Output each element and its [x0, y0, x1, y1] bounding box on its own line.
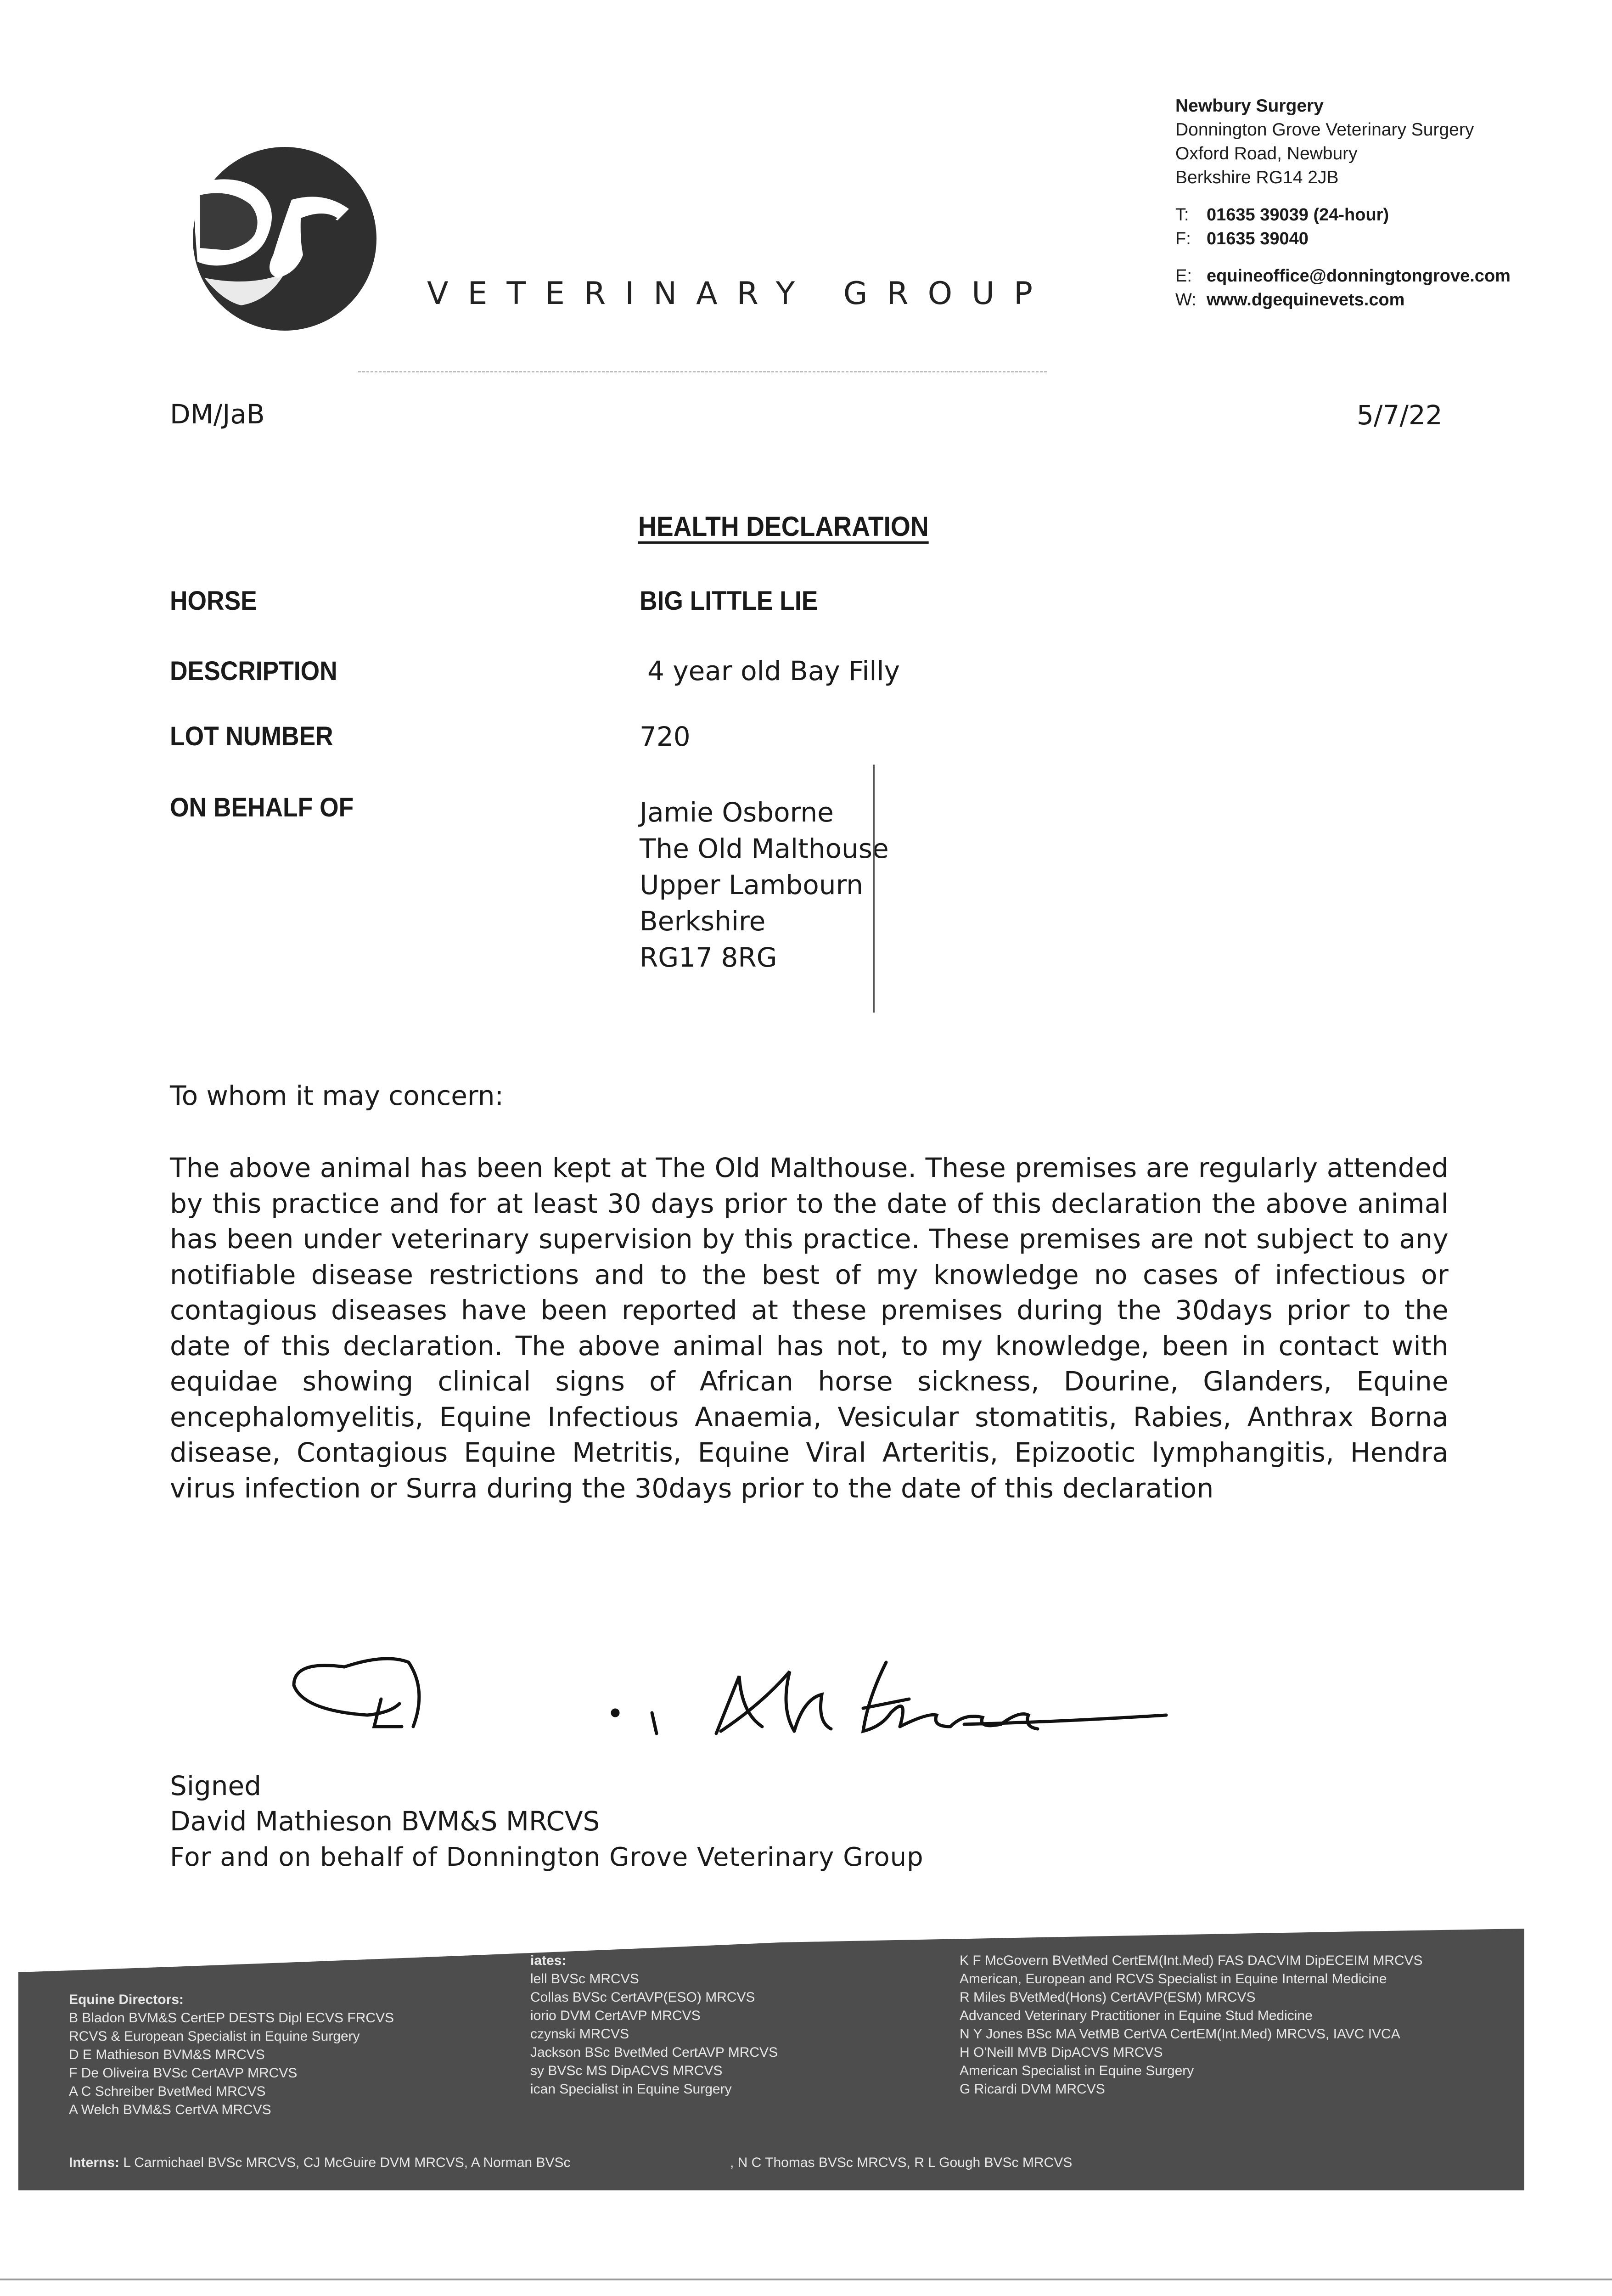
- associate-entry: lell BVSc MRCVS: [530, 1971, 639, 1986]
- address-line: Oxford Road, Newbury: [1175, 144, 1358, 163]
- director-entry: A C Schreiber BvetMed MRCVS: [69, 2084, 266, 2099]
- email-address: equineoffice@donningtongrove.com: [1207, 266, 1511, 286]
- email-web-block: [1175, 264, 1511, 312]
- associates-heading: iates:: [530, 1953, 567, 1968]
- director-entry: F De Oliveira BVSc CertAVP MRCVS: [69, 2065, 298, 2081]
- director-entry: D E Mathieson BVM&S MRCVS: [69, 2047, 265, 2062]
- lot-number-value: 720: [640, 721, 691, 752]
- fax-key: F:: [1175, 229, 1191, 248]
- address-line: Berkshire RG14 2JB: [1175, 168, 1339, 187]
- associate-entry: sy BVSc MS DipACVS MRCVS: [530, 2063, 723, 2078]
- phone-fax-block: [1175, 203, 1389, 251]
- associates-list: [530, 1952, 778, 2099]
- website: www.dgequinevets.com: [1207, 290, 1405, 310]
- signatory-name: David Mathieson BVM&S MRCVS: [170, 1806, 600, 1837]
- description-value: 4 year old Bay Filly: [647, 655, 900, 687]
- phone-row: [1175, 203, 1389, 227]
- interns-names-continued: , N C Thomas BVSc MRCVS, R L Gough BVSc MRCVS: [730, 2155, 1073, 2170]
- interns-names: L Carmichael BVSc MRCVS, CJ McGuire DVM MRCVS, A Norman BVSc: [123, 2155, 571, 2170]
- specialist-entry: K F McGovern BVetMed CertEM(Int.Med) FAS DACVIM DipECEIM MRCVS: [960, 1953, 1423, 1968]
- fax-row: [1175, 227, 1389, 251]
- directors-list: [69, 1991, 394, 2119]
- specialist-entry: H O'Neill MVB DipACVS MRCVS: [960, 2045, 1163, 2060]
- horse-label: HORSE: [170, 586, 257, 616]
- director-entry: RCVS & European Specialist in Equine Surgery: [69, 2029, 360, 2044]
- group-name: VETERINARY GROUP: [427, 276, 1052, 312]
- lot-number-label: LOT NUMBER: [170, 721, 333, 751]
- description-label: DESCRIPTION: [170, 656, 337, 686]
- signed-label: Signed: [170, 1770, 262, 1801]
- handwritten-signature: [275, 1635, 1171, 1759]
- web-key: W:: [1175, 290, 1196, 310]
- address-line: Donnington Grove Veterinary Surgery: [1175, 120, 1474, 140]
- associate-entry: iorio DVM CertAVP MRCVS: [530, 2008, 701, 2023]
- specialist-entry: R Miles BVetMed(Hons) CertAVP(ESM) MRCVS: [960, 1990, 1256, 2005]
- owner-postcode: RG17 8RG: [640, 942, 777, 973]
- owner-address-line: Upper Lambourn: [640, 869, 864, 900]
- letter-date: 5/7/22: [1357, 400, 1443, 431]
- phone-key: T:: [1175, 205, 1189, 225]
- interns-heading: Interns:: [69, 2155, 120, 2170]
- associate-entry: czynski MRCVS: [530, 2026, 629, 2042]
- owner-address-line: Berkshire: [640, 906, 766, 937]
- directors-heading: Equine Directors:: [69, 1992, 184, 2007]
- web-row: [1175, 288, 1511, 312]
- specialist-entry: G Ricardi DVM MRCVS: [960, 2082, 1105, 2097]
- header-divider: [358, 371, 1047, 372]
- specialist-entry: American, European and RCVS Specialist in Equine Internal Medicine: [960, 1971, 1387, 1986]
- fax-number: 01635 39040: [1207, 229, 1309, 248]
- address-line: Newbury Surgery: [1175, 96, 1324, 116]
- practice-address: [1175, 94, 1589, 190]
- phone-number: 01635 39039 (24-hour): [1207, 205, 1389, 225]
- declaration-body: The above animal has been kept at The Old Malthouse. These premises are regularly attended by this practice and for at least 30 days prior to the date of this declaration the above animal has been under veterinary supervision by this practice. These premises are not subject to any notifiable disease restrictions and to the best of my knowledge no cases of infectious or contagious diseases have been reported at these premises during the 30days prior to the date of this declaration. The above animal has not, to my knowledge, been in contact with equidae showing clinical signs of African horse sickness, Dourine, Glanders, Equine encephalomyelitis, Equine Infectious Anaemia, Vesicular stomatitis, Rabies, Anthrax Borna disease, Contagious Equine Metritis, Equine Viral Arteritis, Epizootic lymphangitis, Hendra virus infection or Surra during the 30days prior to the date of this declaration: [170, 1152, 1449, 1504]
- associate-entry: Jackson BSc BvetMed CertAVP MRCVS: [530, 2045, 778, 2060]
- specialist-entry: Advanced Veterinary Practitioner in Equine Stud Medicine: [960, 2008, 1313, 2023]
- page-bottom-rule: [0, 2279, 1612, 2280]
- on-behalf-label: ON BEHALF OF: [170, 793, 354, 822]
- owner-address: [640, 794, 889, 976]
- salutation: To whom it may concern:: [170, 1080, 504, 1111]
- horse-head-logo-icon: [186, 140, 379, 333]
- document-title: HEALTH DECLARATION: [638, 511, 929, 542]
- specialist-entry: N Y Jones BSc MA VetMB CertVA CertEM(Int.Med) MRCVS, IAVC IVCA: [960, 2026, 1400, 2042]
- associate-entry: Collas BVSc CertAVP(ESO) MRCVS: [530, 1990, 755, 2005]
- email-row: [1175, 264, 1511, 288]
- director-entry: B Bladon BVM&S CertEP DESTS Dipl ECVS FRCVS: [69, 2010, 394, 2026]
- owner-name: Jamie Osborne: [640, 797, 834, 828]
- horse-value: BIG LITTLE LIE: [640, 586, 818, 616]
- specialists-list: [960, 1952, 1423, 2099]
- associate-entry: ican Specialist in Equine Surgery: [530, 2082, 732, 2097]
- scan-fold-line: [873, 765, 875, 1013]
- owner-address-line: The Old Malthouse: [640, 833, 889, 864]
- interns-line: [69, 2154, 570, 2172]
- specialist-entry: American Specialist in Equine Surgery: [960, 2063, 1194, 2078]
- reference: DM/JaB: [170, 399, 265, 430]
- director-entry: A Welch BVM&S CertVA MRCVS: [69, 2102, 271, 2117]
- email-key: E:: [1175, 266, 1192, 286]
- on-behalf-of-line: For and on behalf of Donnington Grove Veterinary Group: [170, 1842, 924, 1872]
